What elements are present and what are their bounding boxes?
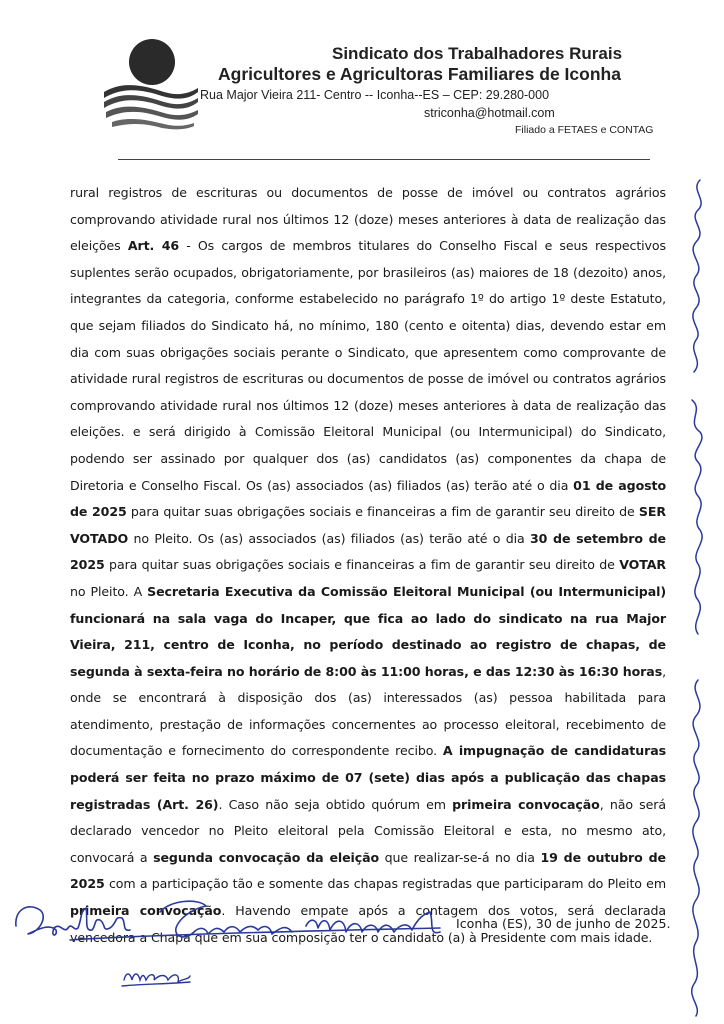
document-body: rural registros de escrituras ou documentos de posse de imóvel ou contratos agrários comprovando atividade rural nos últimos 12 (doze) meses anteriores à data de realização das eleições Art. 46 - Os cargos de membros titulares do Conselho Fiscal e seus respectivos suplentes serão ocupados, obrigatoriamente, por brasileiros (as) maiores de 18 (dezoito) anos, integrantes da categoria, conforme estabelecido no parágrafo 1º do artigo 1º deste Estatuto, que sejam filiados do Sindicato há, no mínimo, 180 (cento e oitenta) dias, devendo estar em dia com suas obrigações sociais perante o Sindicato, que apresentem como comprovante de atividade rural registros de escrituras ou documentos de posse de imóvel ou contratos agrários comprovando atividade rural nos últimos 12 (doze) meses anteriores à data de realização das eleições. e será dirigido à Comissão Eleitoral Municipal (ou Intermunicipal) do Sindicato, podendo ser assinado por qualquer dos (as) candidatos (as) componentes da chapa de Diretoria e Conselho Fiscal. Os (as) associados (as) filiados (as) terão até o dia 01 de agosto de 2025 para quitar suas obrigações sociais e financeiras a fim de garantir seu direito de SER VOTADO no Pleito. Os (as) associados (as) filiados (as) terão até o dia 30 de setembro de 2025 para quitar suas obrigações sociais e financeiras a fim de garantir seu direito de VOTAR no Pleito. A Secretaria Executiva da Comissão Eleitoral Municipal (ou Intermunicipal) funcionará na sala vaga do Incaper, que fica ao lado do sindicato na rua Major Vieira, 211, centro de Iconha, no período destinado ao registro de chapas, de segunda à sexta-feira no horário de 8:00 às 11:00 horas, e das 12:30 às 16:30 horas, onde se encontrará à disposição dos (as) interessados (as) pessoa habilitada para atendimento, prestação de informações concernentes ao processo eleitoral, recebimento de documentação e fornecimento do correspondente recibo. A impugnação de candidaturas poderá ser feita no prazo máximo de 07 (sete) dias após a publicação das chapas registradas (Art. 26). Caso não seja obtido quórum em primeira convocação, não será declarado vencedor no Pleito eleitoral pela Comissão Eleitoral e esta, no mesmo ato, convocará a segunda convocação da eleição que realizar-se-á no dia 19 de outubro de 2025 com a participação tão e somente das chapas registradas que participaram do Pleito em primeira convocação. Havendo empate após a contagem dos votos, será declarada vencedora a Chapa que em sua composição ter o candidato (a) à Presidente com mais idade.	[70, 185, 666, 945]
letterhead-address: Rua Major Vieira 211- Centro -- Iconha--ES – CEP: 29.280-000	[200, 88, 550, 102]
letterhead-title-line1: Sindicato dos Trabalhadores Rurais	[332, 44, 623, 63]
letterhead-title-line2: Agricultores e Agricultoras Familiares de Iconha	[218, 64, 621, 84]
handwritten-signature-main	[10, 888, 450, 958]
handwritten-initials	[118, 958, 194, 990]
handwritten-side-signatures	[674, 160, 718, 1020]
letterhead-affiliation: Filiado a FETAES e CONTAG	[515, 124, 654, 136]
letterhead-email: striconha@hotmail.com	[424, 106, 555, 120]
date-line: Iconha (ES), 30 de junho de 2025.	[456, 916, 671, 931]
header-divider	[118, 159, 650, 160]
union-logo	[102, 38, 200, 130]
